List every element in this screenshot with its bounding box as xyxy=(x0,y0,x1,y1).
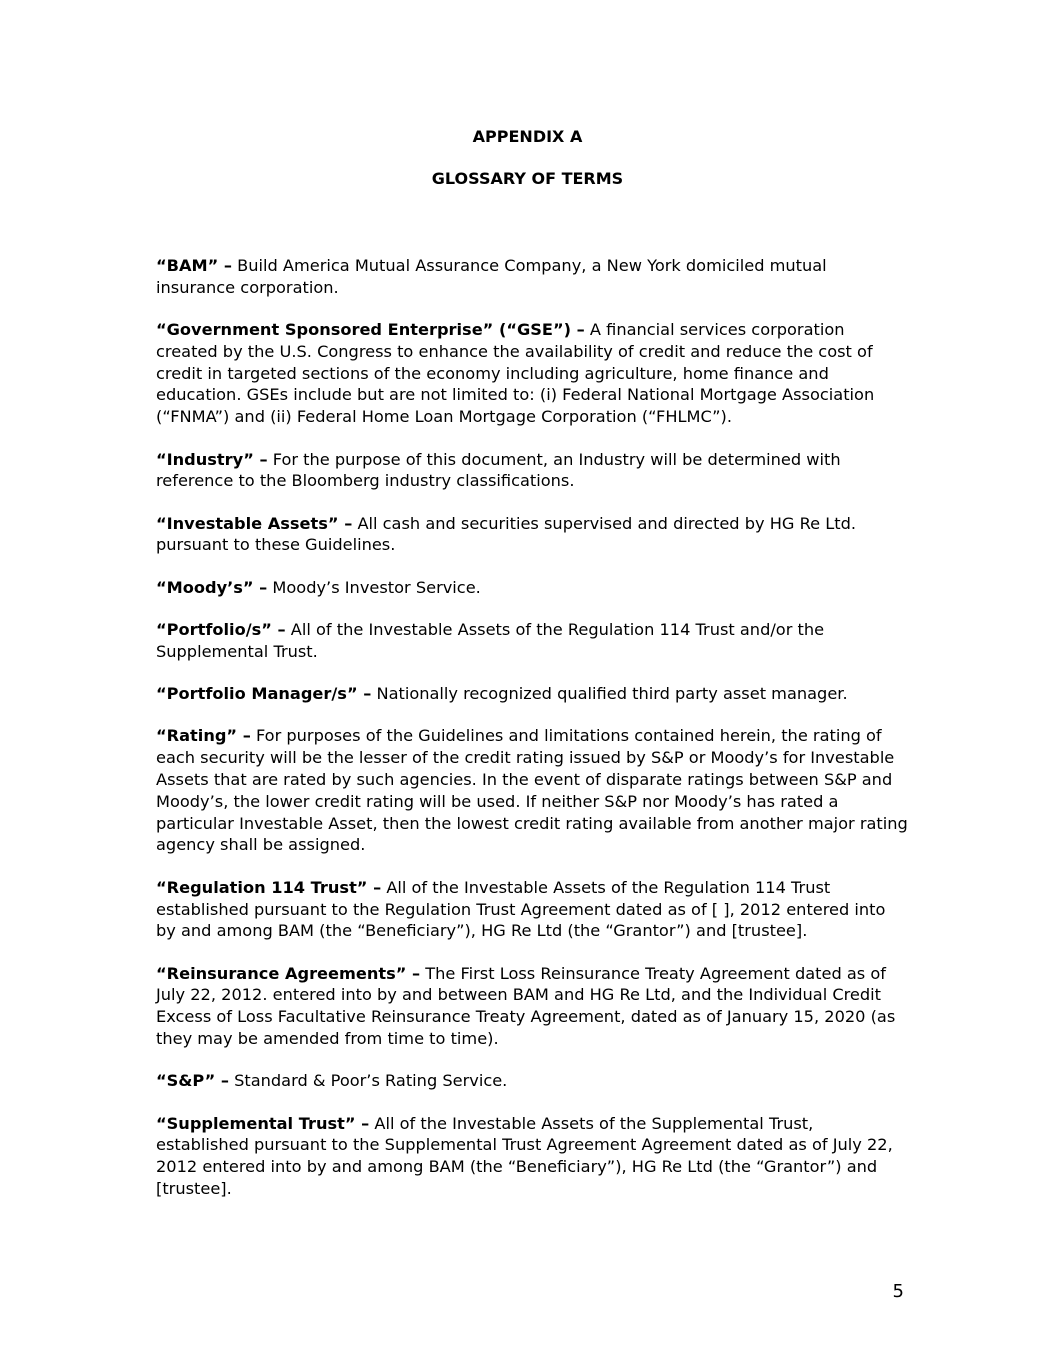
glossary-definition: All of the Investable Assets of the Supplemental Trust, established pursuant to the Supplemental Trust Agreement Agreement dated as of July 22, 2012 entered into by and among BAM (the “Beneficiary”), HG Re Ltd (the “Grantor”) and [trustee]. xyxy=(156,1113,893,1198)
glossary-entry xyxy=(156,683,908,705)
glossary-term: “S&P” – xyxy=(156,1071,229,1091)
glossary-term: “Regulation 114 Trust” – xyxy=(156,877,382,897)
page-number: 5 xyxy=(892,1281,904,1302)
glossary-term: “BAM” – xyxy=(156,256,232,275)
glossary-definition: The First Loss Reinsurance Treaty Agreement dated as of July 22, 2012. entered into by and between BAM and HG Re Ltd, and the Individual Credit Excess of Loss Facultative Reinsurance Treaty Agreement, dated as of January 15, 2020 (as they may be amended from time to time). xyxy=(156,963,896,1049)
glossary-term: “Rating” – xyxy=(156,726,251,746)
glossary-definition: Build America Mutual Assurance Company, a New York domiciled mutual insurance corporation. xyxy=(156,256,827,297)
glossary-entry xyxy=(156,1070,908,1092)
glossary-entry xyxy=(156,963,908,1050)
glossary-entry xyxy=(156,877,908,942)
glossary-entry xyxy=(156,725,908,856)
glossary-definition: All of the Investable Assets of the Regulation 114 Trust established pursuant to the Regulation Trust Agreement dated as of [ ], 2012 entered into by and among BAM (the “Beneficiary”), HG Re Ltd (the “Grantor”) and [trustee]. xyxy=(156,877,886,941)
glossary-term: “Government Sponsored Enterprise” (“GSE”) – xyxy=(156,320,585,340)
glossary-definition: All of the Investable Assets of the Regulation 114 Trust and/or the Supplemental Trust. xyxy=(156,620,825,661)
glossary-entry xyxy=(156,1113,908,1200)
glossary-entry xyxy=(156,577,908,599)
glossary-definition: For the purpose of this document, an Industry will be determined with reference to the Bloomberg industry classifications. xyxy=(156,449,841,491)
glossary-definition: Nationally recognized qualified third party asset manager. xyxy=(371,684,848,704)
glossary-entry xyxy=(156,319,908,428)
glossary-term: “Supplemental Trust” – xyxy=(156,1113,370,1133)
glossary-definition: Moody’s Investor Service. xyxy=(267,577,481,597)
glossary-term: “Investable Assets” – xyxy=(156,513,353,533)
glossary-term: “Reinsurance Agreements” – xyxy=(156,963,421,983)
glossary-term: “Portfolio/s” – xyxy=(156,620,286,640)
glossary-definition: A financial services corporation created by the U.S. Congress to enhance the availability of credit and reduce the cost of credit in targeted sections of the economy including agriculture, home finance and education. GSEs include but are not limited to: (i) Federal National Mortgage Association (“FNMA”) and (ii) Federal Home Loan Mortgage Corporation (“FHLMC”). xyxy=(156,320,875,427)
glossary-list xyxy=(156,255,908,1220)
glossary-definition: For purposes of the Guidelines and limitations contained herein, the rating of each security will be the lesser of the credit rating issued by S&P or Moody’s for Investable Assets that are rated by such agencies. In the event of disparate ratings between S&P and Moody’s, the lower credit rating will be used. If neither S&P nor Moody’s has rated a particular Investable Asset, then the lowest credit rating available from another major rating agency shall be assigned. xyxy=(156,726,908,855)
glossary-definition: All cash and securities supervised and directed by HG Re Ltd. pursuant to these Guidelines. xyxy=(156,513,857,555)
appendix-title: APPENDIX A xyxy=(472,127,583,146)
glossary-entry xyxy=(156,449,908,493)
glossary-term: “Portfolio Manager/s” – xyxy=(156,684,372,704)
glossary-definition: Standard & Poor’s Rating Service. xyxy=(228,1071,508,1091)
glossary-term: “Moody’s” – xyxy=(156,577,268,597)
glossary-entry xyxy=(156,513,908,557)
glossary-entry xyxy=(156,255,908,299)
glossary-entry xyxy=(156,619,908,663)
glossary-title: GLOSSARY OF TERMS xyxy=(431,169,624,188)
glossary-term: “Industry” – xyxy=(156,449,268,469)
